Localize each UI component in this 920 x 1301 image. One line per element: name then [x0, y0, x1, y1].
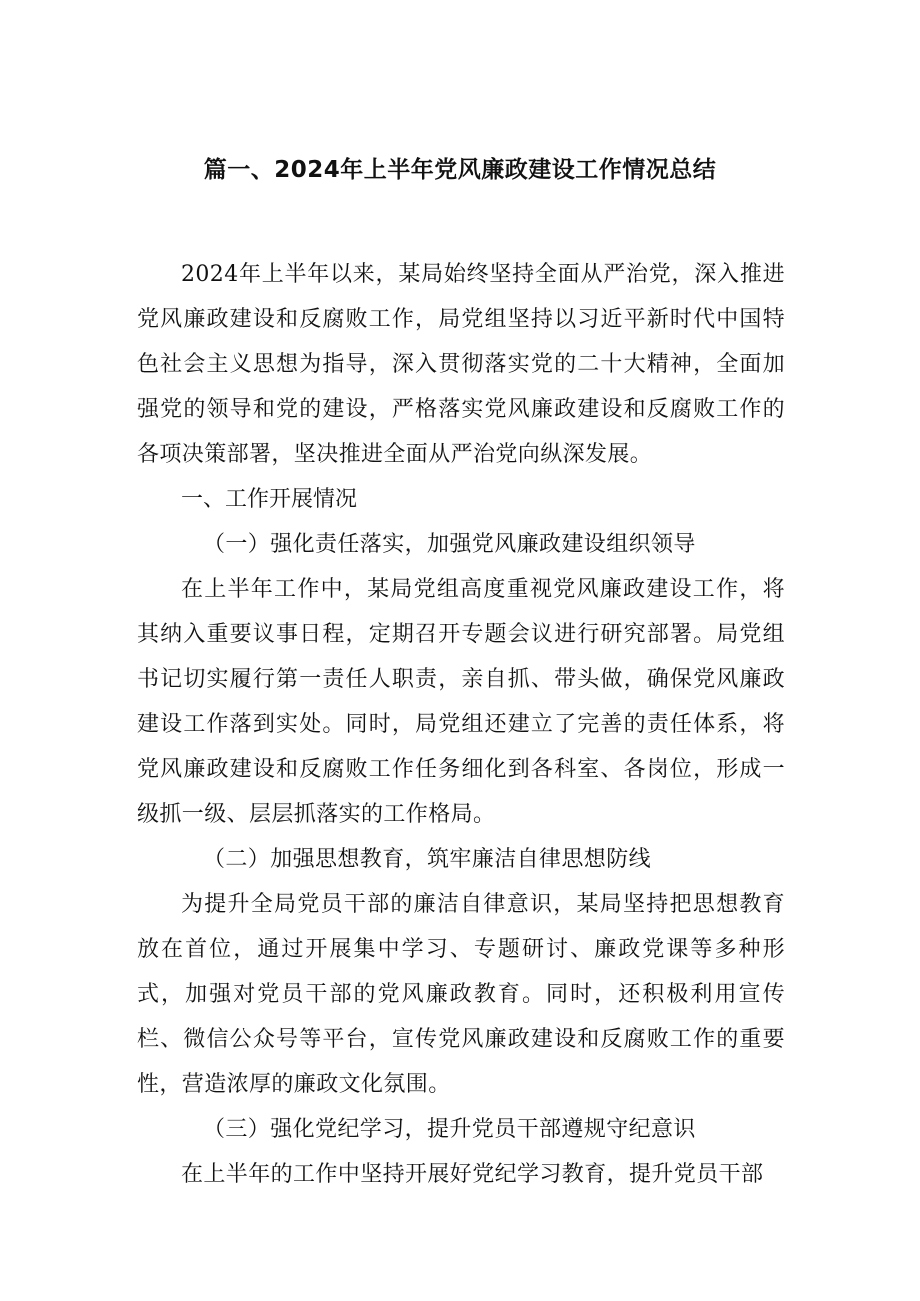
- intro-paragraph: 2024年上半年以来，某局始终坚持全面从严治党，深入推进党风廉政建设和反腐败工作，局党组坚持以习近平新时代中国特色社会主义思想为指导，深入贯彻落实党的二十大精神，全面加强党的领导和党的建设，严格落实党风廉政建设和反腐败工作的各项决策部署，坚决推进全面从严治党向纵深发展。: [137, 262, 785, 467]
- section-heading: 一、工作开展情况: [181, 487, 358, 512]
- subsection-heading-1: （一）强化责任落实，加强党风廉政建设组织领导: [203, 532, 696, 557]
- subsection-paragraph-2: 为提升全局党员干部的廉洁自律意识，某局坚持把思想教育放在首位，通过开展集中学习、专题研讨、廉政党课等多种形式，加强对党员干部的党风廉政教育。同时，还积极利用宣传栏、微信公众号等平台，宣传党风廉政建设和反腐败工作的重要性，营造浓厚的廉政文化氛围。: [137, 892, 785, 1097]
- document-body: [137, 252, 785, 1197]
- document-title: 篇一、2024年上半年党风廉政建设工作情况总结: [203, 157, 717, 183]
- subsection-paragraph-3: 在上半年的工作中坚持开展好党纪学习教育，提升党员干部: [181, 1162, 764, 1187]
- subsection-heading-2: （二）加强思想教育，筑牢廉洁自律思想防线: [203, 847, 652, 872]
- subsection-paragraph-1: 在上半年工作中，某局党组高度重视党风廉政建设工作，将其纳入重要议事日程，定期召开专题会议进行研究部署。局党组书记切实履行第一责任人职责，亲自抓、带头做，确保党风廉政建设工作落到实处。同时，局党组还建立了完善的责任体系，将党风廉政建设和反腐败工作任务细化到各科室、各岗位，形成一级抓一级、层层抓落实的工作格局。: [137, 577, 785, 827]
- subsection-heading-3: （三）强化党纪学习，提升党员干部遵规守纪意识: [203, 1117, 696, 1142]
